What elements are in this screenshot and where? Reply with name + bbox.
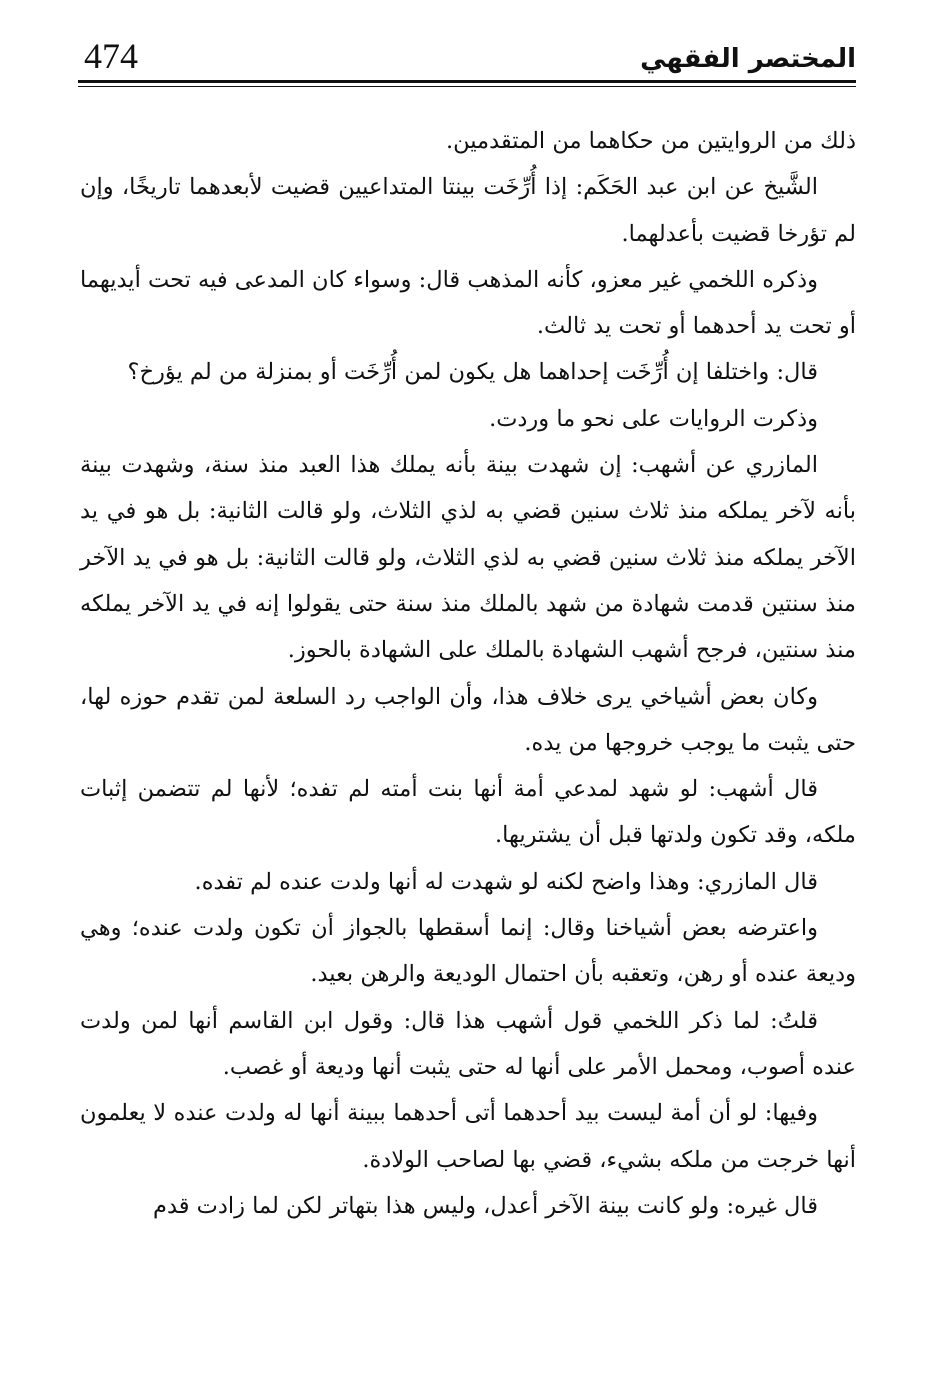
paragraph: ذلك من الروايتين من حكاهما من المتقدمين. bbox=[445, 128, 856, 154]
header-rule-thick bbox=[78, 80, 856, 83]
book-title: المختصر الفقهي bbox=[640, 44, 856, 74]
paragraph: قال غيره: ولو كانت بينة الآخر أعدل، وليس هذا بتهاتر لكن لما زادت قدم bbox=[153, 1192, 818, 1219]
paragraph: المازري عن أشهب: إن شهدت بينة بأنه يملك هذا العبد منذ سنة، وشهدت بينة بأنه لآخر يملكه منذ ثلاث سنين قضي به لذي الثلاث، ولو قالت الثانية: بل هو في يد الآخر يملكه منذ ثلاث سنين قضي به لذي الثلاث، ولو قالت الثانية: بل هو في يد الآخر منذ سنتين قدمت شهادة من شهد بالملك منذ سنة حتى يقولوا إنه في يد الآخر يملكه منذ سنتين، فرجح أشهب الشهادة بالملك على الشهادة بالحوز. bbox=[80, 452, 856, 664]
paragraph: وكان بعض أشياخي يرى خلاف هذا، وأن الواجب رد السلعة لمن تقدم حوزه لها، حتى يثبت ما يوجب خروجها من يده. bbox=[80, 683, 856, 756]
paragraph: واعترضه بعض أشياخنا وقال: إنما أسقطها بالجواز أن تكون ولدت عنده؛ وهي وديعة عنده أو رهن، وتعقبه بأن احتمال الوديعة والرهن بعيد. bbox=[80, 915, 856, 988]
body-text bbox=[80, 118, 856, 1229]
paragraph: قال أشهب: لو شهد لمدعي أمة أنها بنت أمته لم تفده؛ لأنها لم تتضمن إثبات ملكه، وقد تكون ولدتها قبل أن يشتريها. bbox=[80, 776, 856, 849]
paragraph: وذكره اللخمي غير معزو، كأنه المذهب قال: وسواء كان المدعى فيه تحت أيديهما أو تحت يد أحدهما أو تحت يد ثالث. bbox=[80, 266, 856, 340]
header-rule-thin bbox=[78, 86, 856, 87]
paragraph: قال المازري: وهذا واضح لكنه لو شهدت له أنها ولدت عنده لم تفده. bbox=[194, 868, 818, 895]
paragraph: قال: واختلفا إن أُرِّخَت إحداهما هل يكون لمن أُرِّخَت أو بمنزلة من لم يؤرخ؟ bbox=[127, 359, 818, 386]
paragraph: الشَّيخ عن ابن عبد الحَكَم: إذا أُرِّخَت بينتا المتداعيين قضيت لأبعدهما تاريخًا، وإن لم تؤرخا قضيت بأعدلهما. bbox=[80, 174, 856, 247]
paragraph: وذكرت الروايات على نحو ما وردت. bbox=[489, 405, 818, 432]
page-number: 474 bbox=[84, 36, 138, 76]
paragraph: قلتُ: لما ذكر اللخمي قول أشهب هذا قال: وقول ابن القاسم أنها لمن ولدت عنده أصوب، ومحمل الأمر على أنها له حتى يثبت أنها وديعة أو غصب. bbox=[80, 1007, 856, 1080]
page-header bbox=[78, 28, 856, 78]
paragraph: وفيها: لو أن أمة ليست بيد أحدهما أتى أحدهما ببينة أنها له ولدت عنده لا يعلمون أنها خرجت من ملكه بشيء، قضي بها لصاحب الولادة. bbox=[80, 1100, 856, 1173]
